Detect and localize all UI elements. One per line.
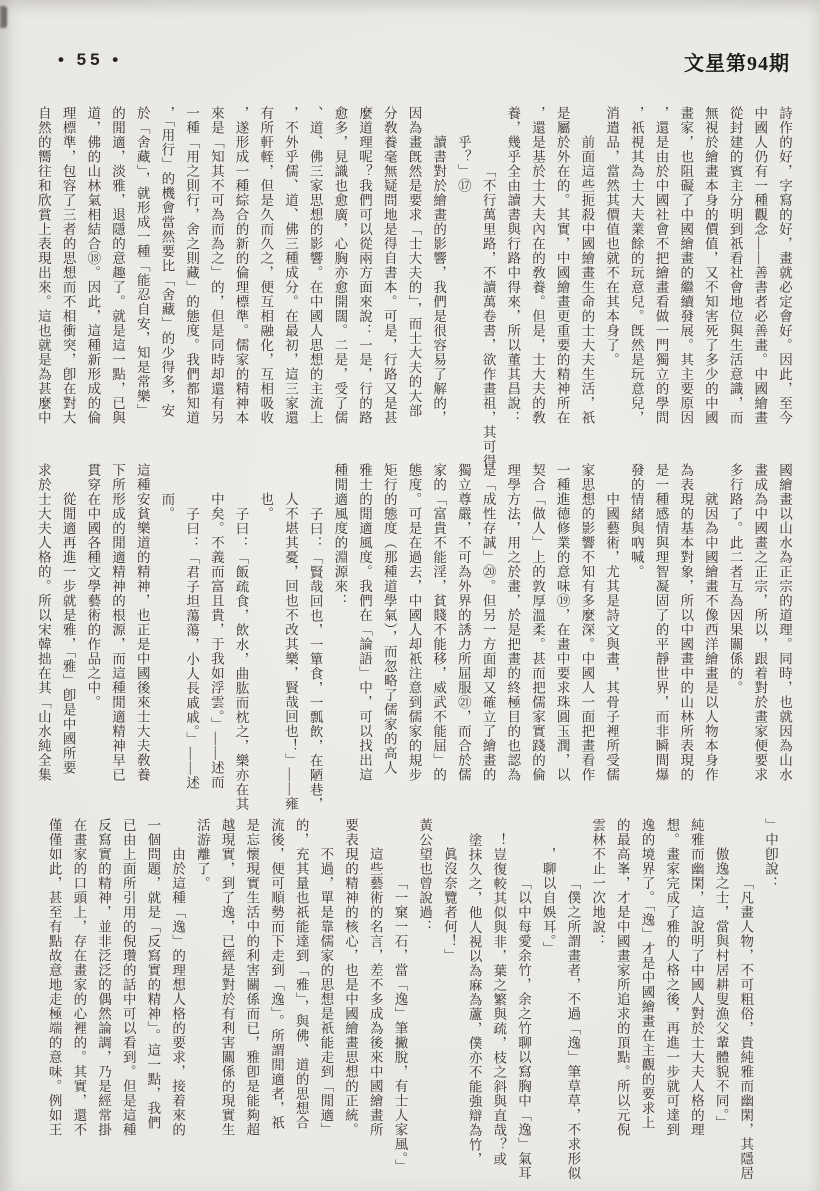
text-column: 來是「知其不可為而為之」的，但是同時却還有另 — [208, 106, 224, 425]
text-column: 逸的境界了。「逸」才是中國繪畫在主觀的要求上 — [639, 818, 655, 1131]
text-band-middle — [30, 463, 796, 811]
text-column: 反寫實的精神，並非泛泛的偶然論調，乃是經常掛 — [96, 818, 112, 1137]
scan-edge-mark — [0, 6, 7, 28]
text-column: 愈多，見識也愈廣，心胸亦愈開闊。二是，受了儒 — [332, 106, 348, 425]
text-column: 下所形成的閒適精神的根源，而這種閒適精神早已 — [110, 463, 126, 782]
text-column: 「不行萬里路，不讀萬卷書，欲作畫祖，其可得 — [480, 164, 496, 469]
text-column: 流後，便可順勢而下走到「逸」。所謂閒適者，祇 — [268, 818, 284, 1131]
text-column: 要表現的精神的核心，也是中國繪畫思想的正統。 — [343, 818, 359, 1137]
text-column: 的閒適，淡雅，退隱的意趣了。就是這一點，已與 — [110, 106, 126, 425]
text-column: 在畫家的口頭上，存在畫家的心裡的。其實，還不 — [71, 818, 87, 1137]
text-column: 子曰：「飯疏食，飲水，曲肱而枕之，樂亦在其 — [233, 506, 249, 811]
text-column: 「凡畫人物，不可粗俗，貴純雅而幽閑，其隱居 — [738, 876, 754, 1181]
text-column: 、道、佛三家思想的影響。在中國人思想的主流上 — [307, 106, 323, 425]
text-column: 「一窠一石，當「逸」筆撇脫，有士人家風。」 — [392, 876, 408, 1174]
text-column: 自然的嚮往和欣賞上表現出來。這也就是為甚麼中 — [35, 106, 51, 425]
text-column: 消遣品，當然其價值也就不在其本身了。 — [604, 106, 620, 367]
text-column: 中國藝術，尤其是詩文與畫，其骨子裡所受儒 — [604, 492, 620, 782]
text-column: 家的「富貴不能淫，貧賤不能移，威武不能屈」的 — [431, 463, 447, 782]
text-column: 因為畫旣然是要求「士大夫的」，而士大夫的大部 — [406, 106, 422, 419]
text-column: 傲逸之士，當與村居耕叟漁父輩體貌不同。」 — [713, 847, 729, 1131]
text-column: 國繪畫以山水為正宗的道理。同時，也就因為山水 — [777, 463, 792, 782]
text-column: 理學方法，用之於畫，於是把畫的終極目的也認為 — [505, 463, 521, 782]
text-column: 僅僅如此，甚至有點故意地走極端的意味。例如王 — [46, 818, 62, 1137]
text-column: 的，充其量也祇能達到「雅」，與佛、道的思想合 — [293, 818, 309, 1131]
text-column: 麼道理呢？我們可以從兩方面來說：一是，行的路 — [357, 106, 373, 425]
text-column: 契合「做人」上的敦厚溫柔。甚而把儒家實踐的倫 — [529, 463, 545, 782]
text-column: 「僕之所謂畫者，不過「逸」筆草草，不求形似 — [565, 876, 581, 1181]
text-column: 是「成性存誠」⑳。但另一方面却又確立了繪畫的 — [480, 463, 496, 782]
text-column: 中矣。不義而富且貴，于我如浮雲。」——述而 — [208, 492, 224, 790]
text-column: ，還是基於士大夫內在的敎養。但是，士大夫的敎 — [529, 106, 545, 425]
text-column: 乎？」⑰ — [455, 135, 471, 193]
text-column: 中國人仍有一種觀念——善書者必善畫。中國繪畫 — [752, 106, 768, 425]
text-column: 詩作的好，字寫的好，畫就必定會好。因此，至今 — [777, 106, 792, 425]
text-column: 這種安貧樂道的精神，也正是中國後來士大夫敎養 — [134, 463, 150, 782]
text-column: 這些藝術的名言，差不多成為後來中國繪畫所 — [367, 847, 383, 1137]
text-column: 讀書對於繪畫的影響，我們是很容易了解的， — [431, 135, 447, 425]
text-column: 分敎養毫無疑問地是得自書本。可是，行路又是甚 — [381, 106, 397, 425]
text-column: 獨立尊嚴，不可為外界的誘力所屈服㉑，而合於儒 — [455, 463, 471, 782]
text-column: 的最高峯，才是中國畫家所追求的頂點。所以元倪 — [614, 818, 630, 1137]
text-column: 是屬於外在的。其實，中國繪畫更重要的精神所在 — [554, 106, 570, 425]
text-column: 發的情緒與吶喊。 — [628, 463, 644, 579]
text-column: 畫成為中國畫之正宗，所以，跟着對於畫家便要求 — [752, 463, 768, 782]
text-column: 雲林不止一次地說： — [590, 818, 606, 949]
text-column: 從閒適再進一步就是雅，「雅」卽是中國所要 — [60, 492, 76, 776]
text-column: 家思想的影響不知有多麼深。中國人一面把畫看作 — [579, 463, 595, 782]
text-column: 由於這種「逸」的理想人格的要求，接着來的 — [170, 847, 186, 1137]
text-column: ，祇視其為士大夫業餘的玩意兒。旣然是玩意兒， — [628, 106, 644, 425]
text-column: 」中卽說： — [763, 818, 778, 891]
text-column: 前面這些扼殺中國繪畫生命的士大夫生活，祇 — [579, 135, 595, 425]
text-column: 就因為中國繪畫不像西洋繪畫是以人物本身作 — [702, 492, 718, 782]
text-band-bottom — [41, 818, 782, 1181]
text-column: 黃公望也曾說過： — [417, 818, 433, 934]
text-column: 無視於繪畫本身的價值，又不知害死了多少的中國 — [702, 106, 718, 425]
text-column: 為表現的基本對象，所以中國畫中的山林所表現的 — [678, 463, 694, 782]
text-column: 不過，單是靠儒家的思想是祇能走到「閒適」 — [318, 847, 334, 1137]
text-column: 有所軒輊，但是久而久之，便互相融化，互相吸收 — [258, 106, 274, 425]
text-column: 也。 — [258, 492, 274, 521]
text-column: 是一種感情與理智凝固了的平靜世界，而非瞬間爆 — [653, 463, 669, 782]
text-column: 求於士大夫人格的。所以宋韓拙在其「山水純全集 — [35, 463, 51, 782]
text-column: 一種進德修業的意味⑲，在畫中要求珠圓玉潤，以 — [554, 463, 570, 782]
journal-title: 文星第94期 — [684, 53, 790, 75]
text-column: 種閒適風度的淵源來： — [332, 463, 348, 608]
text-column: 越現實，到了逸，已經是對於有利害關係的現實生 — [219, 818, 235, 1137]
text-column: 純雅而幽閑，這說明了中國人對於士大夫人格的理 — [688, 818, 704, 1137]
text-column: 子曰：「君子坦蕩蕩，小人長戚戚。」——述 — [184, 506, 200, 790]
text-column: 一種「用之則行，舍之則藏」的態度。我們都知道 — [184, 106, 200, 425]
text-column: 畫家，也阻礙了中國繪畫的繼續發展。其主要原因 — [678, 106, 694, 425]
text-column: 道，佛的山林氣相結合⑱。因此，這種新形成的倫 — [85, 106, 101, 425]
page-number: • 55 • — [58, 50, 123, 69]
text-column: ，不外乎儒、道、佛三種成分。在最初，這三家還 — [282, 106, 298, 425]
text-column: 雅士的閒適風度。我們在「論語」中，可以找出這 — [357, 463, 373, 782]
text-column: ，還是由於中國社會不把繪畫看做一門獨立的學問 — [653, 106, 669, 425]
text-column: ，「用行」的機會當然要比「舍藏」的少得多，安 — [159, 106, 175, 419]
text-column: 於「舍藏」，就形成一種「能忍自安，知是常樂」 — [134, 106, 150, 419]
text-column: 活游離了。 — [194, 818, 210, 891]
text-column: 態度。可是在過去，中國人却祇注意到儒家的規步 — [406, 463, 422, 782]
text-column: ！豈復較其似與非，葉之繁與疏，枝之斜與直哉？或 — [491, 832, 507, 1166]
text-column: 一個問題，就是「反寫實的精神」。這一點，我們 — [145, 818, 161, 1131]
text-column: 子曰：「賢哉回也，一簞食，一瓢飲，在陋巷， — [307, 506, 323, 811]
text-column: 已由上面所引用的倪瓚的話中可以看到。但是這種 — [120, 818, 136, 1137]
text-column: 養，幾乎全由讀書與行路中得來，所以董其昌說： — [505, 106, 521, 425]
text-column: 矩行的態度（那種道學氣），而忽略了儒家的高人 — [381, 463, 397, 776]
text-column: 「以中每愛余竹，余之竹聊以寫胸中「逸」氣耳 — [515, 876, 531, 1181]
text-column: 想。畫家完成了雅的人格之後，再進一步就可達到 — [664, 818, 680, 1137]
text-column: 貫穿在中國各種文學藝術的作品之中。 — [85, 463, 101, 710]
text-band-top — [30, 106, 796, 469]
text-column: 眞沒奈覽者何！」 — [441, 847, 457, 963]
text-column: 從封建的賓主分明到祇看社會地位與生活意識，而 — [727, 106, 743, 425]
text-column: ，聊以自娛耳。」 — [540, 847, 556, 957]
text-column: 是忘懷現實生活中的利害關係而已，雅卽是能夠超 — [244, 818, 260, 1137]
text-column: 理標準，包容了三者的思想而不相衝突，卽在對大 — [60, 106, 76, 425]
text-column: 多行路了。此二者互為因果關係的。 — [727, 463, 743, 695]
text-column: 而。 — [159, 492, 175, 521]
text-column: 塗抹久之，他人視以為麻為蘆，僕亦不能強辯為竹， — [466, 832, 482, 1166]
text-column: 人不堪其憂，回也不改其樂，賢哉回也！」——雍 — [282, 492, 298, 811]
text-column: ，遂形成一種綜合的新的倫理標準。儒家的精神本 — [233, 106, 249, 425]
